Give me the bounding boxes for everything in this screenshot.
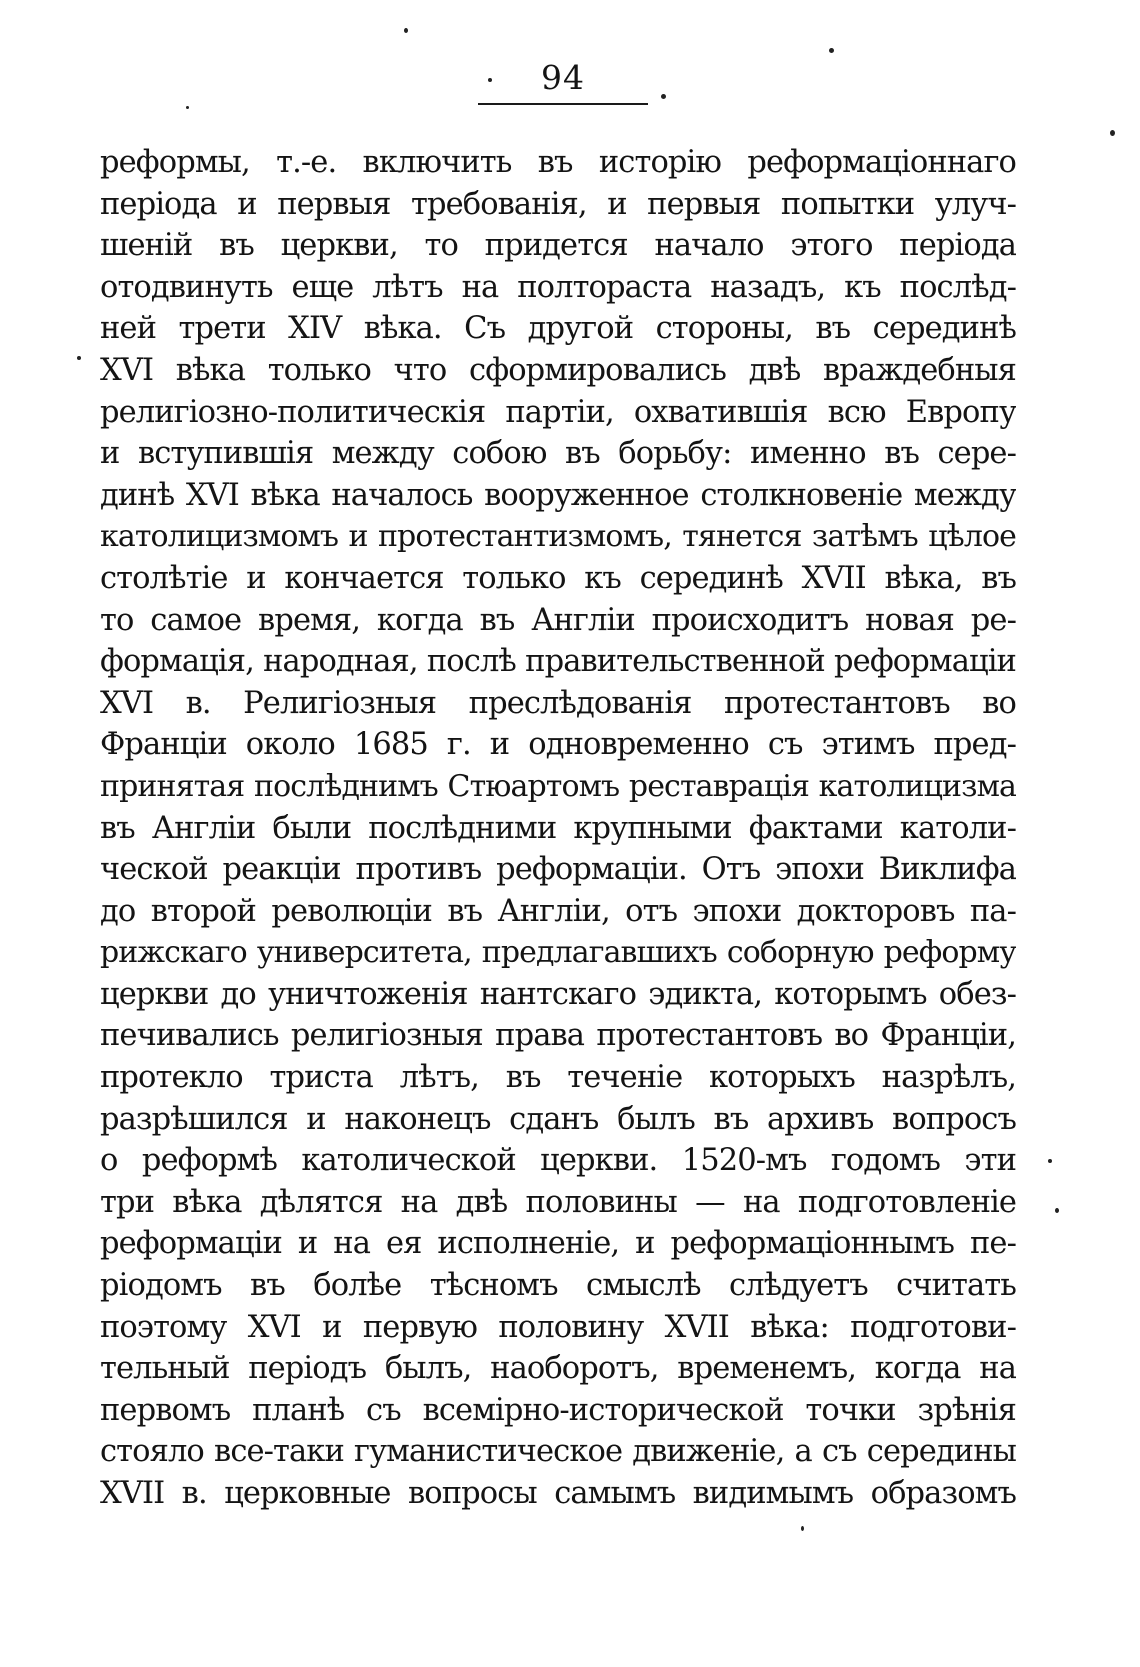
page-number: 94	[541, 58, 585, 97]
scan-speck	[77, 356, 81, 360]
text-line: XVI вѣка только что сформировались двѣ враждебныя	[100, 352, 1016, 388]
scan-speck	[829, 48, 834, 53]
text-line: религіозно-политическія партіи, охватившія всю Европу	[100, 394, 1016, 430]
text-line: отодвинуть еще лѣтъ на полтораста назадъ, къ послѣд-	[100, 269, 1016, 305]
scan-speck	[186, 106, 189, 109]
text-line: три вѣка дѣлятся на двѣ половины — на подготовленіе	[100, 1184, 1016, 1220]
text-line: шеній въ церкви, то придется начало этого періода	[100, 228, 1016, 264]
text-line: столѣтіе и кончается только къ серединѣ XVII вѣка, въ	[100, 560, 1016, 596]
text-line: о реформѣ католической церкви. 1520-мъ годомъ эти	[100, 1143, 1016, 1179]
text-line: и вступившія между собою въ борьбу: именно въ сере-	[100, 436, 1016, 472]
main-text	[100, 142, 1016, 1515]
text-line: періода и первыя требованія, и первыя попытки улуч-	[100, 186, 1016, 222]
text-line: печивались религіозныя права протестантовъ во Франціи,	[100, 1018, 1016, 1054]
scan-speck	[1110, 130, 1115, 136]
text-line: реформаціи и на ея исполненіе, и реформаціоннымъ пе-	[100, 1226, 1016, 1262]
scan-speck	[661, 94, 666, 99]
text-line: разрѣшился и наконецъ сданъ былъ въ архивъ вопросъ	[100, 1101, 1016, 1137]
text-line: до второй революціи въ Англіи, отъ эпохи докторовъ па-	[100, 893, 1016, 929]
text-line: Франціи около 1685 г. и одновременно съ этимъ пред-	[100, 727, 1016, 763]
text-line: католицизмомъ и протестантизмомъ, тянется затѣмъ цѣлое	[100, 519, 1016, 555]
text-line: XVII в. церковные вопросы самымъ видимымъ образомъ	[100, 1476, 1016, 1511]
text-line: поэтому XVI и первую половину XVII вѣка: подготови-	[100, 1309, 1016, 1345]
text-line: ней трети XIV вѣка. Съ другой стороны, въ серединѣ	[100, 311, 1016, 347]
text-line: протекло триста лѣтъ, въ теченіе которыхъ назрѣлъ,	[100, 1060, 1016, 1096]
scan-speck	[1055, 1208, 1059, 1213]
text-line: церкви до уничтоженія нантскаго эдикта, которымъ обез-	[100, 976, 1016, 1012]
scan-speck	[801, 1526, 804, 1531]
scan-speck	[488, 78, 492, 82]
text-line: то самое время, когда въ Англіи происходитъ новая ре-	[100, 602, 1016, 638]
text-line: стояло все-таки гуманистическое движеніе, а съ середины	[100, 1434, 1016, 1470]
text-line: принятая послѣднимъ Стюартомъ реставрація католицизма	[100, 768, 1016, 804]
text-line: первомъ планѣ съ всемірно-исторической точки зрѣнія	[100, 1392, 1016, 1428]
text-line: динѣ XVI вѣка началось вооруженное столкновеніе между	[100, 477, 1016, 513]
scan-speck	[404, 28, 408, 33]
text-line: формація, народная, послѣ правительственной реформаціи	[100, 644, 1016, 680]
text-line: ріодомъ въ болѣе тѣсномъ смыслѣ слѣдуетъ считать	[100, 1268, 1016, 1304]
text-line: реформы, т.-е. включить въ исторію реформаціоннаго	[100, 145, 1016, 180]
text-line: ческой реакціи противъ реформаціи. Отъ эпохи Виклифа	[100, 852, 1016, 888]
text-line: XVI в. Религіозныя преслѣдованія протестантовъ во	[100, 685, 1016, 721]
text-line: рижскаго университета, предлагавшихъ соборную реформу	[100, 935, 1016, 971]
text-line: въ Англіи были послѣдними крупными фактами католи-	[100, 810, 1016, 846]
text-line: тельный періодъ былъ, наоборотъ, временемъ, когда на	[100, 1351, 1016, 1387]
page-number-rule	[478, 103, 648, 105]
scan-speck	[1048, 1159, 1052, 1163]
